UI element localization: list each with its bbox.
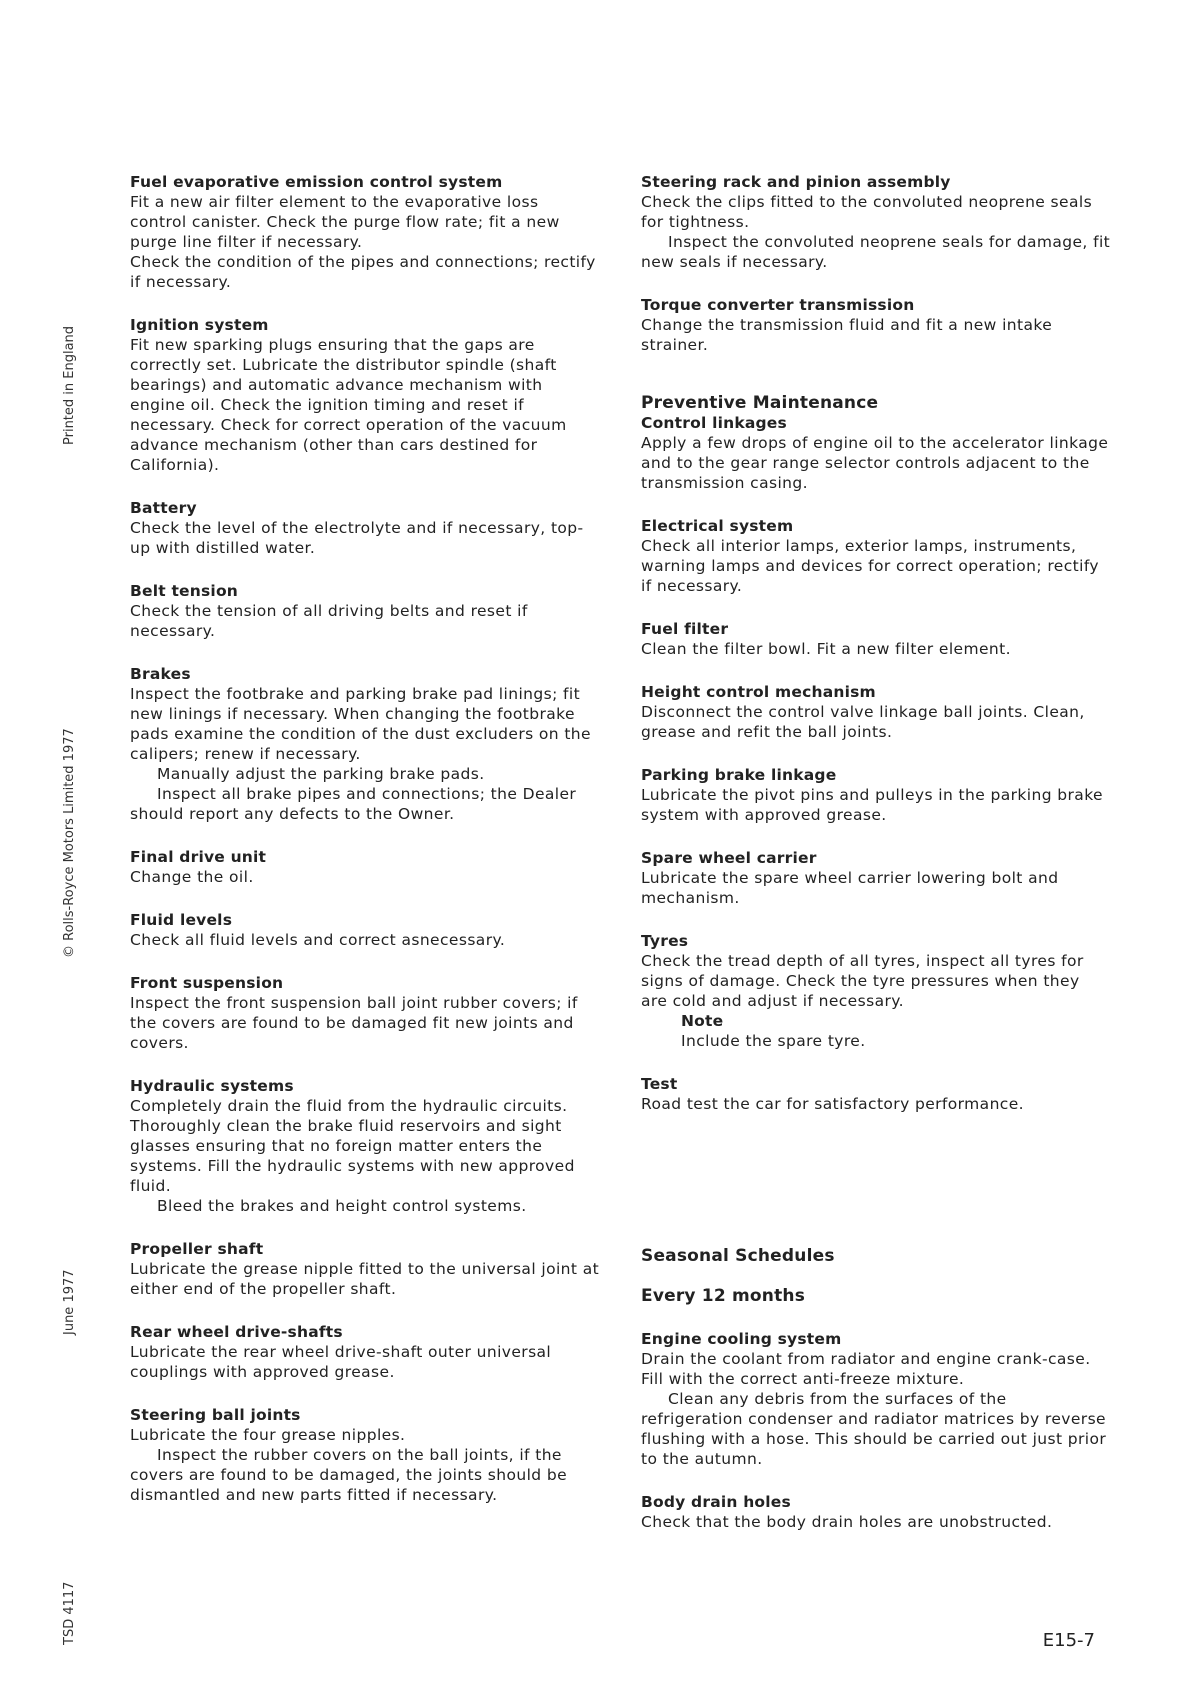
section-engine-cooling <box>641 1329 1111 1469</box>
section-text: Clean the filter bowl. Fit a new filter element. <box>641 640 1011 658</box>
section-title: Steering rack and pinion assembly <box>641 173 951 191</box>
section-text: Clean any debris from the surfaces of the refrigeration condenser and radiator matrices by reverse flushing with a hose. This should be carried out just prior to the autumn. <box>641 1390 1107 1468</box>
section-text: Inspect the footbrake and parking brake pad linings; fit new linings if necessary. When changing the footbrake pads examine the condition of the dust excluders on the calipers; renew if necessary. <box>130 685 591 763</box>
section-height-control <box>641 682 1111 742</box>
section-text: Check all interior lamps, exterior lamps, instruments, warning lamps and devices for correct operation; rectify if necessary. <box>641 537 1099 595</box>
page-number: E15-7 <box>1042 1630 1095 1651</box>
section-text: Fit a new air filter element to the evaporative loss control canister. Check the purge flow rate; fit a new purge line filter if necessary. <box>130 193 560 251</box>
section-electrical <box>641 516 1111 596</box>
section-text: Inspect the convoluted neoprene seals for damage, fit new seals if necessary. <box>641 233 1111 271</box>
section-final-drive <box>130 847 600 887</box>
section-text: Check the level of the electrolyte and if necessary, top-up with distilled water. <box>130 519 584 557</box>
section-steering-ball-joints <box>130 1405 600 1505</box>
section-text: Inspect the front suspension ball joint rubber covers; if the covers are found to be damaged fit new joints and covers. <box>130 994 578 1052</box>
section-ignition <box>130 315 600 475</box>
section-title: Height control mechanism <box>641 683 876 701</box>
section-text: Check all fluid levels and correct asnecessary. <box>130 931 506 949</box>
section-title: Belt tension <box>130 582 239 600</box>
section-text: Lubricate the rear wheel drive-shaft outer universal couplings with approved grease. <box>130 1343 552 1381</box>
section-text: Manually adjust the parking brake pads. <box>157 765 485 783</box>
section-title: Fuel evaporative emission control system <box>130 173 503 191</box>
section-rear-wheel <box>130 1322 600 1382</box>
section-text: Lubricate the four grease nipples. <box>130 1426 406 1444</box>
section-test <box>641 1074 1111 1114</box>
section-title: Hydraulic systems <box>130 1077 294 1095</box>
section-title: Parking brake linkage <box>641 766 837 784</box>
section-text: Change the oil. <box>130 868 254 886</box>
section-torque-converter <box>641 295 1111 355</box>
note-text: Include the spare tyre. <box>681 1032 866 1050</box>
section-subheading: Every 12 months <box>641 1286 806 1306</box>
section-front-suspension <box>130 973 600 1053</box>
section-title: Battery <box>130 499 197 517</box>
section-fluid-levels <box>130 910 600 950</box>
section-title: Ignition system <box>130 316 269 334</box>
section-title: Fluid levels <box>130 911 233 929</box>
section-seasonal-schedules <box>641 1246 1111 1306</box>
section-title: Front suspension <box>130 974 284 992</box>
section-spare-wheel <box>641 848 1111 908</box>
section-text: Lubricate the spare wheel carrier lowering bolt and mechanism. <box>641 869 1059 907</box>
section-text: Lubricate the pivot pins and pulleys in the parking brake system with approved grease. <box>641 786 1103 824</box>
section-text: Check the clips fitted to the convoluted neoprene seals for tightness. <box>641 193 1093 231</box>
section-text: Check the condition of the pipes and connections; rectify if necessary. <box>130 253 596 291</box>
section-text: Fit new sparking plugs ensuring that the gaps are correctly set. Lubricate the distributor spindle (shaft bearings) and automatic advance mechanism with engine oil. Check the ignition timing and reset if necessary. Check for correct operation of the vacuum advance mechanism (other than cars destined for California). <box>130 336 567 474</box>
section-fuel-evaporative <box>130 172 600 292</box>
section-heading: Preventive Maintenance <box>641 393 879 413</box>
margin-date: June 1977 <box>62 1269 77 1335</box>
section-text: Check the tread depth of all tyres, inspect all tyres for signs of damage. Check the tyre pressures when they are cold and adjust if necessary. <box>641 952 1084 1010</box>
section-body-drain <box>641 1492 1111 1532</box>
section-brakes <box>130 664 600 824</box>
section-text: Drain the coolant from radiator and engine crank-case. Fill with the correct anti-freeze mixture. <box>641 1350 1091 1388</box>
note-label: Note <box>681 1012 724 1030</box>
section-title: Control linkages <box>641 414 787 432</box>
section-heading: Seasonal Schedules <box>641 1246 835 1266</box>
section-title: Rear wheel drive-shafts <box>130 1323 343 1341</box>
section-text: Completely drain the fluid from the hydraulic circuits. Thoroughly clean the brake fluid reservoirs and sight glasses ensuring that no foreign matter enters the systems. Fill the hydraulic systems with new approved fluid. <box>130 1097 575 1195</box>
section-title: Tyres <box>641 932 689 950</box>
section-title: Body drain holes <box>641 1493 791 1511</box>
section-preventive-maintenance <box>641 393 1111 493</box>
section-text: Lubricate the grease nipple fitted to the universal joint at either end of the propeller shaft. <box>130 1260 600 1298</box>
section-fuel-filter <box>641 619 1111 659</box>
margin-printed-in-england: Printed in England <box>62 325 77 445</box>
section-steering-rack <box>641 172 1111 272</box>
right-column <box>641 172 1111 1555</box>
section-text: Change the transmission fluid and fit a new intake strainer. <box>641 316 1053 354</box>
section-text: Road test the car for satisfactory performance. <box>641 1095 1024 1113</box>
section-title: Engine cooling system <box>641 1330 842 1348</box>
margin-copyright: © Rolls-Royce Motors Limited 1977 <box>62 728 77 958</box>
section-title: Final drive unit <box>130 848 267 866</box>
section-title: Electrical system <box>641 517 794 535</box>
section-tyres <box>641 931 1111 1051</box>
section-title: Propeller shaft <box>130 1240 264 1258</box>
section-hydraulic <box>130 1076 600 1216</box>
section-text: Disconnect the control valve linkage ball joints. Clean, grease and refit the ball joints. <box>641 703 1085 741</box>
section-title: Fuel filter <box>641 620 729 638</box>
section-parking-brake <box>641 765 1111 825</box>
section-text: Inspect the rubber covers on the ball joints, if the covers are found to be damaged, the joints should be dismantled and new parts fitted if necessary. <box>130 1446 568 1504</box>
section-text: Bleed the brakes and height control systems. <box>157 1197 527 1215</box>
section-belt-tension <box>130 581 600 641</box>
section-text: Apply a few drops of engine oil to the accelerator linkage and to the gear range selector controls adjacent to the transmission casing. <box>641 434 1109 492</box>
section-text: Check that the body drain holes are unobstructed. <box>641 1513 1053 1531</box>
margin-doc-number: TSD 4117 <box>62 1581 77 1645</box>
section-text: Check the tension of all driving belts and reset if necessary. <box>130 602 528 640</box>
left-column <box>130 172 600 1528</box>
section-title: Test <box>641 1075 678 1093</box>
section-battery <box>130 498 600 558</box>
section-title: Steering ball joints <box>130 1406 301 1424</box>
section-title: Spare wheel carrier <box>641 849 817 867</box>
section-title: Torque converter transmission <box>641 296 915 314</box>
section-propeller-shaft <box>130 1239 600 1299</box>
section-text: Inspect all brake pipes and connections; the Dealer should report any defects to the Owner. <box>130 785 577 823</box>
section-title: Brakes <box>130 665 191 683</box>
